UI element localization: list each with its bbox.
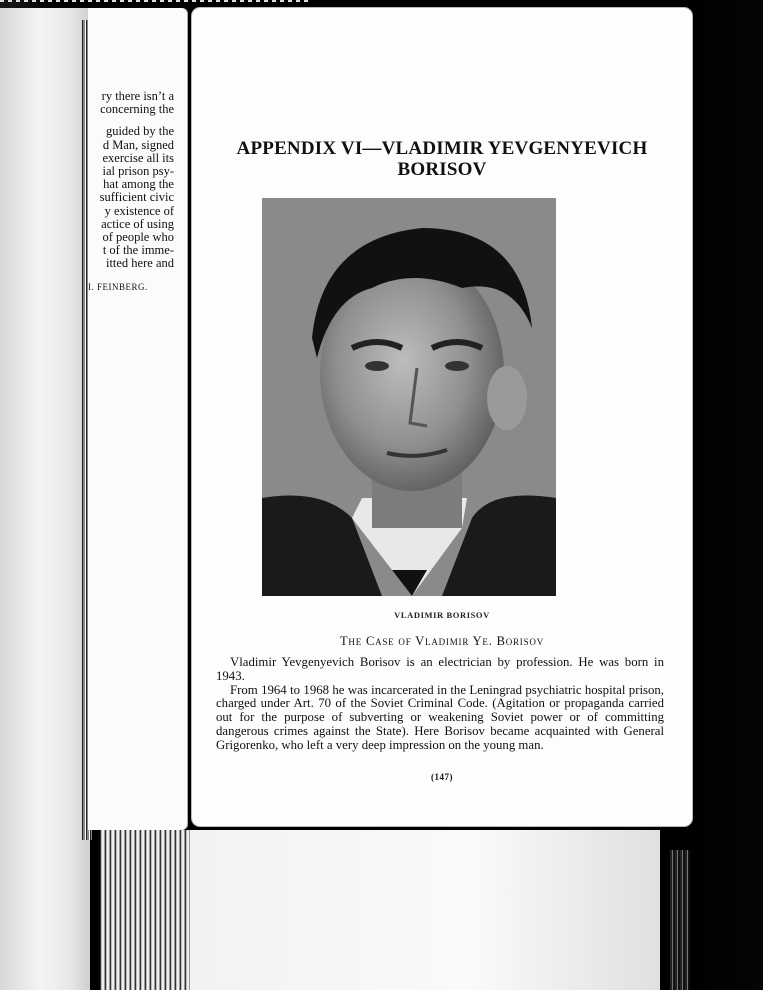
portrait-photo bbox=[262, 198, 556, 596]
left-line: exercise all its bbox=[102, 150, 174, 165]
page-title bbox=[192, 138, 692, 180]
left-line: hat among the bbox=[103, 177, 174, 192]
case-title: The Case of Vladimir Ye. Borisov bbox=[339, 634, 545, 648]
left-line: sufficient civic bbox=[99, 190, 174, 205]
paragraph-2: From 1964 to 1968 he was incarcerated in the Leningrad psychiatric hospital prison, charged under Art. 70 of the Soviet Criminal Code. (Agitation or propaganda carried out for the purpose of subverting or weakening Soviet power or of committing dangerous crimes against the State). Here Borisov became acquainted with General Grigorenko, who left a very deep impression on the young man. bbox=[216, 682, 664, 752]
left-line: y existence of bbox=[104, 203, 174, 218]
portrait-illustration bbox=[262, 198, 556, 596]
left-page-text bbox=[88, 90, 174, 294]
left-line: ial prison psy- bbox=[102, 164, 174, 179]
left-line: of people who bbox=[102, 230, 174, 245]
left-line: actice of using bbox=[101, 216, 174, 231]
title-line-1: APPENDIX VI—VLADIMIR YEVGENYEVICH bbox=[236, 138, 648, 159]
body-text bbox=[216, 656, 664, 753]
left-line: guided by the bbox=[105, 124, 174, 139]
right-edge-strip bbox=[670, 850, 690, 990]
main-page bbox=[192, 8, 692, 826]
left-line: concerning the bbox=[100, 102, 174, 117]
left-line: ry there isn’t a bbox=[101, 89, 174, 103]
left-line: itted here and bbox=[105, 256, 174, 271]
photo-caption: VLADIMIR BORISOV bbox=[394, 610, 490, 620]
title-line-2: BORISOV bbox=[397, 159, 487, 180]
paragraph-1: Vladimir Yevgenyevich Borisov is an electrician by profession. He was born in 1943. bbox=[216, 655, 664, 683]
left-page bbox=[88, 8, 188, 830]
lower-page-area bbox=[190, 830, 660, 990]
left-signature: I. FEINBERG. bbox=[88, 281, 148, 292]
top-edge-marks bbox=[0, 0, 310, 2]
page-number: (147) bbox=[431, 772, 453, 782]
left-line: d Man, signed bbox=[102, 137, 174, 152]
left-line: t of the imme- bbox=[102, 243, 174, 258]
left-background bbox=[0, 8, 90, 990]
